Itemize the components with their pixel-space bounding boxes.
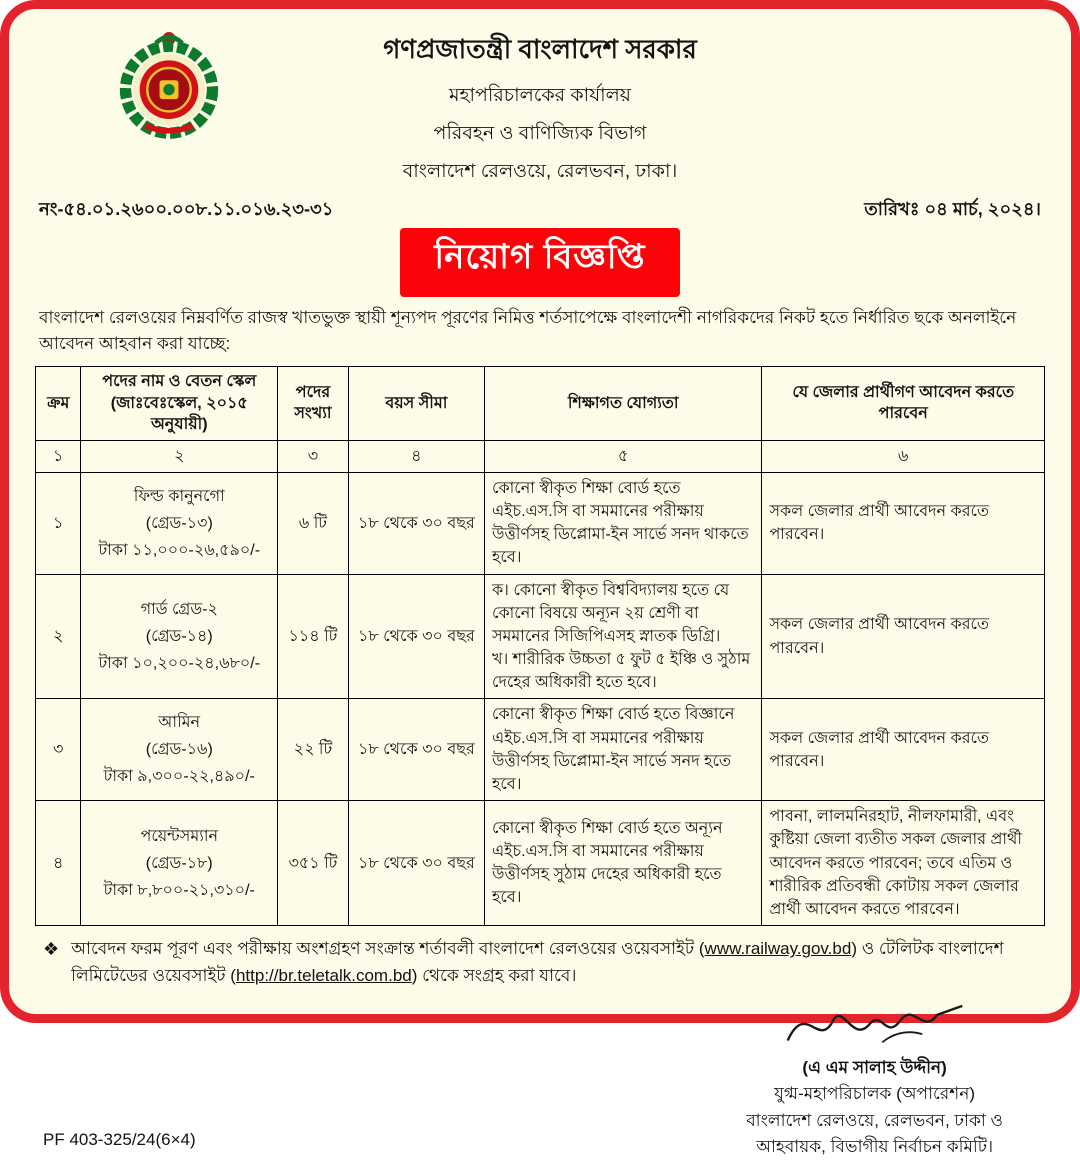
- cell-post: ফিল্ড কানুনগো (গ্রেড-১৩) টাকা ১১,০০০-২৬,৫৯০/-: [81, 472, 278, 574]
- note-part3: ) থেকে সংগ্রহ করা যাবে।: [411, 965, 577, 985]
- cell-serial: ১: [36, 472, 81, 574]
- table-row: [36, 472, 1045, 574]
- cell-count: ৬ টি: [278, 472, 349, 574]
- cell-age: ১৮ থেকে ৩০ বছর: [348, 574, 484, 699]
- memo-date-row: [35, 195, 1045, 226]
- col-header-post: পদের নাম ও বেতন স্কেল (জাঃবেঃস্কেল, ২০১৫ অনুযায়ী): [81, 367, 278, 441]
- organization-line: বাংলাদেশ রেলওয়ে, রেলভবন, ঢাকা।: [402, 161, 678, 182]
- table-row: [36, 801, 1045, 926]
- cell-qualification: কোনো স্বীকৃত শিক্ষা বোর্ড হতে অন্যূন এইচ.এস.সি বা সমমানের পরীক্ষায় উত্তীর্ণসহ সুঠাম দেহের অধিকারী হতে হবে।: [484, 801, 761, 926]
- cell-age: ১৮ থেকে ৩০ বছর: [348, 801, 484, 926]
- diamond-bullet-icon: ❖: [43, 939, 60, 960]
- col-number: ২: [81, 440, 278, 472]
- division-line: পরিবহন ও বাণিজ্যিক বিভাগ: [433, 123, 647, 144]
- notice-title: নিয়োগ বিজ্ঞপ্তি: [400, 228, 679, 297]
- col-number: ৪: [348, 440, 484, 472]
- signatory-designation: যুগ্ম-মহাপরিচালক (অপারেশন): [774, 1084, 976, 1104]
- railway-website-link[interactable]: www.railway.gov.bd: [704, 939, 852, 959]
- cell-count: ২২ টি: [278, 699, 349, 801]
- memo-number: নং-৫৪.০১.২৬০০.০০৮.১১.০১৬.২৩-৩১: [39, 199, 334, 219]
- cell-post: পয়েন্টসম্যান (গ্রেড-১৮) টাকা ৮,৮০০-২১,৩১০/-: [81, 801, 278, 926]
- note-text: [71, 936, 1041, 989]
- cell-serial: ২: [36, 574, 81, 699]
- cell-districts: সকল জেলার প্রার্থী আবেদন করতে পারবেন।: [762, 472, 1045, 574]
- cell-age: ১৮ থেকে ৩০ বছর: [348, 699, 484, 801]
- cell-count: ১১৪ টি: [278, 574, 349, 699]
- col-header-serial: ক্রম: [36, 367, 81, 441]
- cell-qualification: কোনো স্বীকৃত শিক্ষা বোর্ড হতে বিজ্ঞানে এইচ.এস.সি বা সমমানের পরীক্ষায় উত্তীর্ণসহ ডিপ্লোমা-ইন সার্ভে সনদ হতে হবে।: [484, 699, 761, 801]
- table-header-row: [36, 367, 1045, 441]
- cell-serial: ৪: [36, 801, 81, 926]
- signatory-org-line2: আহবায়ক, বিভাগীয় নির্বাচন কমিটি।: [756, 1136, 994, 1156]
- col-header-districts: যে জেলার প্রার্থীগণ আবেদন করতে পারবেন: [762, 367, 1045, 441]
- col-header-age: বয়স সীমা: [348, 367, 484, 441]
- cell-districts: সকল জেলার প্রার্থী আবেদন করতে পারবেন।: [762, 699, 1045, 801]
- note-part2: ) ও টেলিটক বাংলাদেশ লিমিটেডের ওয়েবসাইট (: [71, 939, 1004, 985]
- issue-date: তারিখঃ ০৪ মার্চ, ২০২৪।: [864, 199, 1041, 219]
- government-title: গণপ্রজাতন্ত্রী বাংলাদেশ সরকার: [383, 34, 697, 64]
- vacancy-table: [35, 366, 1045, 926]
- cell-post: গার্ড গ্রেড-২ (গ্রেড-১৪) টাকা ১০,২০০-২৪,৬৮০/-: [81, 574, 278, 699]
- signatory-name: (এ এম সালাহ উদ্দীন): [802, 1057, 947, 1077]
- col-number: ৫: [484, 440, 761, 472]
- cell-age: ১৮ থেকে ৩০ বছর: [348, 472, 484, 574]
- cell-districts: পাবনা, লালমনিরহাট, নীলফামারী, এবং কুষ্টিয়া জেলা ব্যতীত সকল জেলার প্রার্থী আবেদন করতে পারবেন; তবে এতিম ও শারীরিক প্রতিবন্ধী কোটায় সকল জেলার প্রার্থী আবেদন করতে পারবেন।: [762, 801, 1045, 926]
- col-number: ৬: [762, 440, 1045, 472]
- teletalk-website-link[interactable]: http://br.teletalk.com.bd: [235, 965, 412, 985]
- office-line: মহাপরিচালকের কার্যালয়: [448, 85, 631, 106]
- cell-post: আমিন (গ্রেড-১৬) টাকা ৯,৩০০-২২,৪৯০/-: [81, 699, 278, 801]
- note-part1: আবেদন ফরম পূরণ এবং পরীক্ষায় অংশগ্রহণ সংক্রান্ত শর্তাবলী বাংলাদেশ রেলওয়ের ওয়েবসাইট (: [71, 939, 705, 959]
- cell-districts: সকল জেলার প্রার্থী আবেদন করতে পারবেন।: [762, 574, 1045, 699]
- col-header-qualification: শিক্ষাগত যোগ্যতা: [484, 367, 761, 441]
- signature-scribble-icon: [746, 993, 1003, 1059]
- application-note: [35, 936, 1045, 989]
- footer-row: [35, 993, 1045, 1160]
- column-number-row: [36, 440, 1045, 472]
- cell-qualification: ক। কোনো স্বীকৃত বিশ্ববিদ্যালয় হতে যে কোনো বিষয়ে অন্যূন ২য় শ্রেণী বা সমমানের সিজিপিএসহ স্নাতক ডিগ্রি। খ। শারীরিক উচ্চতা ৫ ফুট ৫ ইঞ্চি ও সুঠাম দেহের অধিকারী হতে হবে।: [484, 574, 761, 699]
- cell-qualification: কোনো স্বীকৃত শিক্ষা বোর্ড হতে এইচ.এস.সি বা সমমানের পরীক্ষায় উত্তীর্ণসহ ডিপ্লোমা-ইন সার্ভে সনদ থাকতে হবে।: [484, 472, 761, 574]
- col-number: ৩: [278, 440, 349, 472]
- bangladesh-railway-emblem-icon: [117, 25, 221, 143]
- document-header: [35, 23, 1045, 189]
- table-row: [36, 574, 1045, 699]
- notice-title-wrap: [35, 228, 1045, 297]
- pf-reference-number: PF 403-325/24(6×4): [43, 1130, 196, 1150]
- signature-block: [746, 993, 1003, 1160]
- cell-count: ৩৫১ টি: [278, 801, 349, 926]
- cell-serial: ৩: [36, 699, 81, 801]
- col-header-count: পদের সংখ্যা: [278, 367, 349, 441]
- col-number: ১: [36, 440, 81, 472]
- signatory-org-line1: বাংলাদেশ রেলওয়ে, রেলভবন, ঢাকা ও: [746, 1110, 1003, 1130]
- table-row: [36, 699, 1045, 801]
- intro-paragraph: বাংলাদেশ রেলওয়ের নিম্নবর্ণিত রাজস্ব খাতভুক্ত স্থায়ী শূন্যপদ পূরণের নিমিত্ত শর্তসাপেক্ষে বাংলাদেশী নাগরিকদের নিকট হতে নির্ধারিত ছকে অনলাইনে আবেদন আহবান করা যাচ্ছে:: [39, 308, 1017, 353]
